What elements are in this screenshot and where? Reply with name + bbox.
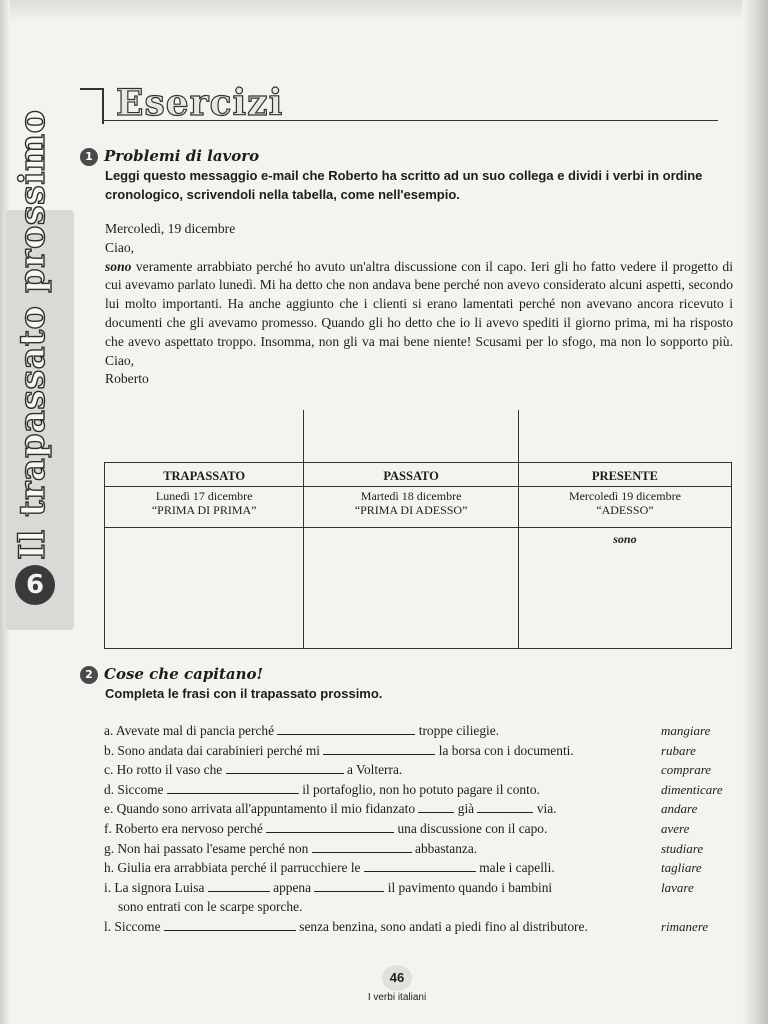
answer-blank[interactable]: [266, 820, 394, 833]
answer-cell-trapassato[interactable]: [105, 528, 304, 649]
exercise-1-instructions: Leggi questo messaggio e-mail che Roberto ha scritto ad un suo collega e dividi i verbi in ordine cronologico, scrivendoli nella tabella, come nell'esempio.: [105, 168, 703, 202]
table-time-row: [105, 487, 732, 528]
email-message: [105, 220, 733, 389]
sentence-row: c. Ho rotto il vaso che a Volterra. comprare: [104, 760, 732, 780]
answer-blank[interactable]: [323, 742, 435, 755]
verb-hint: tagliare: [661, 860, 702, 876]
table-header-row: [105, 463, 732, 487]
verb-hint: comprare: [661, 762, 712, 778]
sentence-row: a. Avevate mal di pancia perché troppe ciliegie. mangiare: [104, 721, 732, 741]
verb-hint: rimanere: [661, 918, 709, 934]
answer-blank[interactable]: [312, 840, 412, 853]
sentence-row: h. Giulia era arrabbiata perché il parrucchiere le male i capelli. tagliare: [104, 858, 732, 878]
chapter-number-badge: 6: [15, 565, 55, 605]
email-greeting: Ciao,: [105, 239, 135, 255]
answer-blank[interactable]: [277, 722, 415, 735]
header-passato: PASSATO: [304, 463, 518, 487]
email-example-verb: sono: [105, 258, 132, 274]
verb-hint: lavare: [661, 879, 694, 895]
exercise-1-number: 1: [80, 148, 98, 166]
tense-table: [104, 410, 732, 649]
verb-hint: studiare: [661, 840, 704, 856]
sentence-row: f. Roberto era nervoso perché una discussione con il capo. avere: [104, 819, 732, 839]
cell-trapassato-time: Lunedì 17 dicembre “PRIMA DI PRIMA”: [105, 487, 304, 528]
sentence-continuation: sono entrati con le scarpe sporche.: [118, 899, 303, 915]
sentence-row: d. Siccome il portafoglio, non ho potuto pagare il conto. dimenticare: [104, 780, 732, 800]
answer-blank[interactable]: [226, 761, 344, 774]
cell-presente-time: Mercoledì 19 dicembre “ADESSO”: [518, 487, 731, 528]
page-title: Esercizi: [116, 82, 284, 124]
sentence-row: b. Sono andata dai carabinieri perché mi la borsa con i documenti. rubare: [104, 741, 732, 761]
answer-cell-presente[interactable]: sono: [518, 528, 731, 649]
table-answer-row: [105, 528, 732, 649]
sentence-row: i. La signora Luisa appena il pavimento quando i bambini lavare: [104, 878, 732, 898]
verb-hint: dimenticare: [661, 781, 723, 797]
verb-hint: avere: [661, 820, 690, 836]
exercise-2-title: Cose che capitano!: [104, 665, 264, 683]
exercise-1-title: Problemi di lavoro: [104, 147, 260, 165]
verb-hint: mangiare: [661, 723, 711, 738]
page-shadow-right: [742, 0, 768, 1024]
sentence-row: g. Non hai passato l'esame perché non abbastanza. studiare: [104, 839, 732, 859]
verb-hint: rubare: [661, 742, 696, 758]
email-body: [105, 258, 733, 371]
verb-hint: andare: [661, 801, 698, 817]
title-bracket: [80, 88, 104, 124]
email-signature: Roberto: [105, 371, 149, 387]
book-title: I verbi italiani: [367, 992, 427, 1003]
email-date: Mercoledì, 19 dicembre: [105, 221, 236, 236]
answer-blank[interactable]: [314, 879, 384, 892]
answer-blank[interactable]: [477, 800, 533, 813]
header-trapassato: TRAPASSATO: [105, 463, 304, 487]
answer-blank[interactable]: [164, 918, 296, 931]
answer-cell-passato[interactable]: [304, 528, 518, 649]
page-number: 46: [382, 965, 412, 991]
answer-blank[interactable]: [418, 800, 454, 813]
email-body-text: veramente arrabbiato perché ho avuto un'altra discussione con il capo. Ieri gli ho fatto vedere il progetto di cui avevamo parlato lunedì. Mi ha detto che non andava bene perché non avevo considerato alcuni aspetti, secondo lui molto importanti. Ha anche aggiunto che i clienti si erano lamentati perché non avevano ancora ricevuto i documenti che gli avevamo promesso. Quando gli ho detto che io li avevo spediti il giorno prima, mi ha risposto che avevo aspettato troppo. Insomma, non gli va mai bene niente! Scusami per lo sfogo, ma non lo sopporto più. Ciao,: [105, 258, 733, 368]
exercise-2-number: 2: [80, 666, 98, 684]
sentence-row: e. Quando sono arrivata all'appuntamento il mio fidanzato già via. andare: [104, 799, 732, 819]
answer-blank[interactable]: [364, 859, 476, 872]
table-blank-row: [105, 410, 732, 463]
answer-blank[interactable]: [167, 781, 299, 794]
cell-passato-time: Martedì 18 dicembre “PRIMA DI ADESSO”: [304, 487, 518, 528]
page-shadow-top: [0, 0, 768, 22]
sentence-list: [104, 721, 732, 937]
header-presente: PRESENTE: [518, 463, 731, 487]
exercise-2-instructions: Completa le frasi con il trapassato prossimo.: [105, 686, 383, 701]
answer-blank[interactable]: [208, 879, 270, 892]
sentence-row: l. Siccome senza benzina, sono andati a piedi fino al distributore. rimanere: [104, 917, 732, 937]
